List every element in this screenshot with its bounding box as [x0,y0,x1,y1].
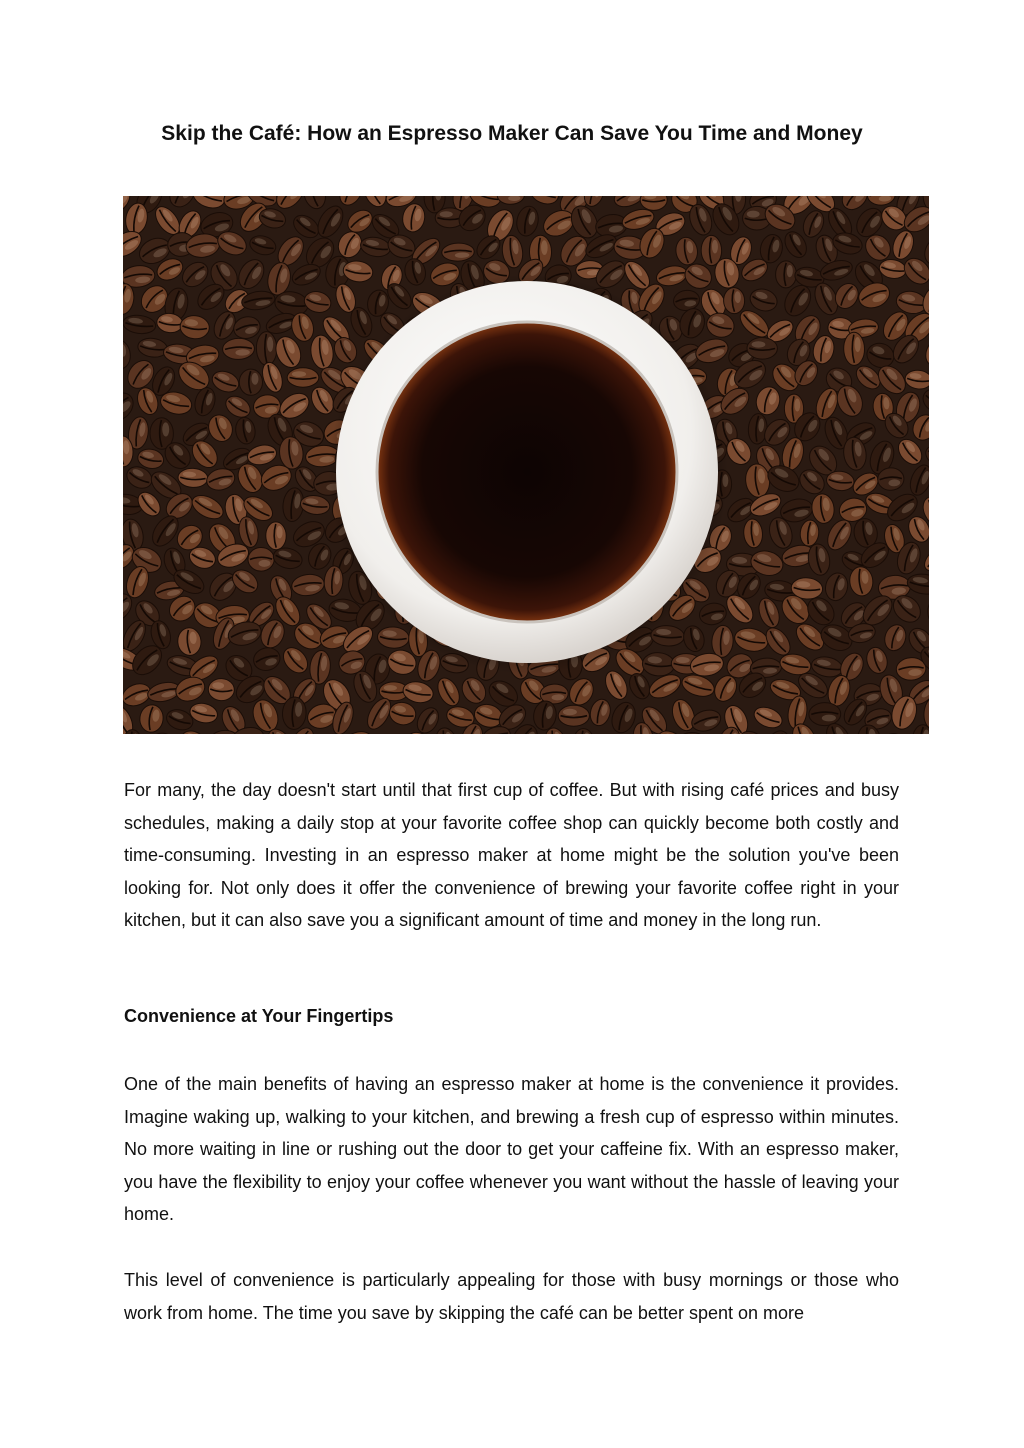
coffee-beans-illustration [123,196,929,734]
coffee-bean [287,368,319,387]
coffee-bean [256,331,277,365]
hero-image-coffee-cup-on-beans [123,196,929,734]
coffee-bean [239,369,263,396]
intro-paragraph: For many, the day doesn't start until that first cup of coffee. But with rising café prices and busy schedules, making a daily stop at your favorite coffee shop can quickly become both costly and time-consuming. Investing in an espresso maker at home might be the solution you've been looking for. Not only does it offer the convenience of brewing your favorite coffee right in your kitchen, but it can also save you a significant amount of time and money in the long run. [124,780,899,931]
article-title: Skip the Café: How an Espresso Maker Can Save You Time and Money [161,122,863,145]
coffee-bean [747,337,778,359]
section-heading-convenience: Convenience at Your Fingertips [124,1006,394,1026]
coffee-bean [723,287,745,314]
coffee-bean [775,261,796,288]
coffee-bean [558,705,589,726]
coffee-bean [809,702,841,726]
coffee-surface [377,322,677,622]
coffee-bean [266,522,287,550]
coffee-bean [843,332,864,366]
convenience-paragraph-2: This level of convenience is particularly appealing for those with busy mornings or those who work from home. The time you save by skipping the café can be better spent on more [124,1270,899,1323]
convenience-paragraph-1: One of the main benefits of having an espresso maker at home is the convenience it provides. Imagine waking up, walking to your kitchen, and brewing a fresh cup of espresso within minutes. No more waiting in line or rushing out the door to get your caffeine fix. With an espresso maker, you have the flexibility to enjoy your coffee whenever you want without the hassle of leaving your home. [124,1074,899,1225]
coffee-bean [248,547,275,571]
